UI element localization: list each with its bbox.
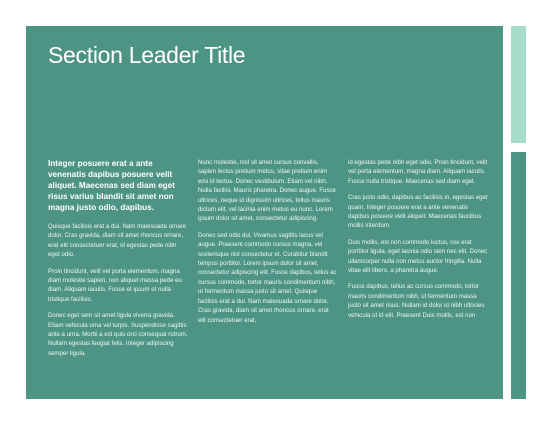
body-paragraph: id egestas pede nibh eget odio. Proin tincidunt, velit vel porta elementum, magna diam. Aliquam iaculis. Fusce nulla tristique. Maecenas sed diam eget. xyxy=(348,159,488,185)
body-paragraph: Duis mollis, est non commodo luctus, nisi erat porttitor ligula, eget lacinia odio sem nec elit. Donec ullamcorper nulla non metus auctor fringilla. Nulla vitae elit libero, a pharetra augue. xyxy=(348,238,488,275)
text-column-3 xyxy=(348,158,488,394)
lead-paragraph: Integer posuere erat a ante venenatis dapibus posuere velit aliquet. Maecenas sed diam eget risus varius blandit sit amet non magna justo odio, dapibus. xyxy=(48,159,175,212)
accent-bar-dark xyxy=(511,152,526,399)
text-column-1 xyxy=(48,158,188,394)
body-paragraph: Quisque facilisis erat a dui. Nam malesuada ornare dolor. Cras gravida, diam sit amet rhoncus ornare, erat elit consectetuer erat, id egestas pede nibh eget odio. xyxy=(48,223,187,259)
body-paragraph: Donec sed odio dui. Vivamus sagittis lacus vel augue. Praesent commodo cursus magna, vel scelerisque nisl consectetur et. Curabitur blandit tempus porttitor. Lorem ipsum dolor sit amet, consectetur adipiscing elit. Fusce dapibus, tellus ac cursus commodo, tortor mauris condimentum nibh, ut fermentum massa justo sit amet. Quisque facilisis erat a dui. Nam malesuada ornare dolor. Cras gravida, diam sit amet rhoncus ornare, erat elit consectetuer erat, xyxy=(198,231,337,324)
body-paragraph: Proin tincidunt, velit vel porta elementum, magna diam molestie sapien, non aliquet massa pede eu diam. Aliquam iaculis. Fusce et ipsum et nulla tristique facilisis. xyxy=(48,267,182,303)
text-columns xyxy=(48,158,488,394)
body-paragraph: Nunc molestie, nisl sit amet cursus convallis, sapien lectus pretium metus, vitae pretium enim wisi id lectus. Donec vestibulum. Etiam vel nibh. Nulla facilisi. Mauris pharetra. Donec augue. Fusce ultrices, neque id dignissim ultrices, tellus mauris dictum elit, vel lacinia enim metus eu nunc. Lorem ipsum dolor sit amet, consectetur adipiscing. xyxy=(198,159,336,223)
text-column-2 xyxy=(198,158,338,394)
body-paragraph: Cras justo odio, dapibus ac facilisis in, egestas eget quam. Integer posuere erat a ante venenatis dapibus posuere velit aliquet. Maecenas faucibus mollis interdum. xyxy=(348,194,488,230)
body-paragraph: Fusce dapibus, tellus ac cursus commodo, tortor mauris condimentum nibh, ut fermentum massa justo sit amet risus. Nullam id dolor id nibh ultricies vehicula ut id elit. Praesent Duis mollis, est non xyxy=(348,283,485,319)
accent-bar-light xyxy=(511,26,526,143)
body-paragraph: Donec eget sem sit amet ligula viverra gravida. Etiam vehicula urna vel turpis. Suspendisse sagittis ante a urna. Morbi a est quis orci consequat rutrum. Nullam egestas feugiat felis. Integer adipiscing semper ligula. xyxy=(48,312,188,357)
section-title: Section Leader Title xyxy=(48,42,246,68)
